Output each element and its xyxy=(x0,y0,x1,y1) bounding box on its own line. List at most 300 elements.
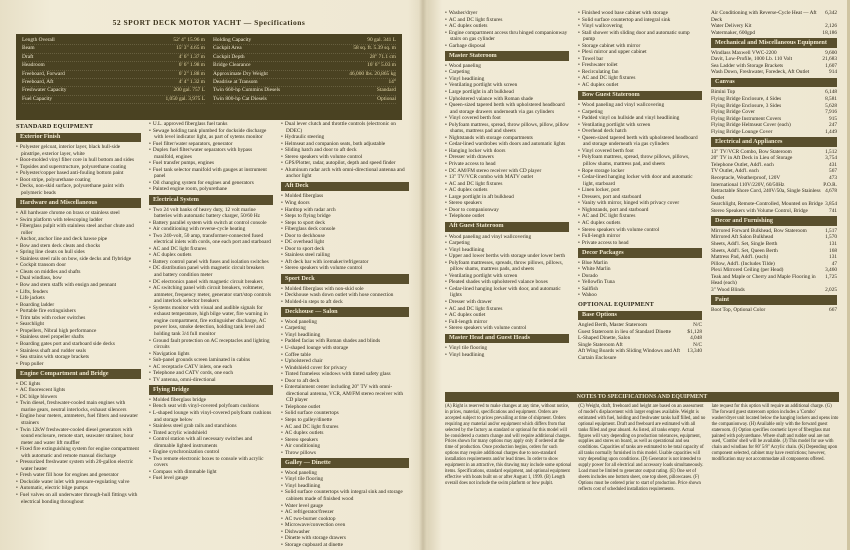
option-price: 7,916 xyxy=(825,109,837,116)
option-label: Boot Top, Optional Color xyxy=(711,306,766,313)
equipment-item: • Automatic, electric bilge pumps xyxy=(16,485,141,492)
equipment-item: • AC duplex outlets xyxy=(149,252,273,259)
equipment-item: • Molded-in steps to aft deck xyxy=(281,299,409,306)
equipment-item: • Cleats on middles and shafts xyxy=(16,269,141,276)
equipment-item: • DC distribution panel with magnetic circuit breakers and battery condition meter xyxy=(149,265,273,278)
price-row xyxy=(711,208,837,215)
equipment-item: • Private access to head xyxy=(445,161,569,168)
price-row xyxy=(711,30,837,37)
equipment-item: • Finished wood base cabinet with storage xyxy=(578,10,702,17)
equipment-item: • Vanity with mirror, hinged with privacy cover xyxy=(578,200,702,207)
equipment-item: • DC electronics panel with magnetic circuit breakers xyxy=(149,279,273,286)
option-label: Flying Bridge Cover xyxy=(711,109,755,116)
option-label: Sea Ladder with Storage Brackets xyxy=(711,62,784,69)
equipment-item: • Vinyl wallcovering xyxy=(578,23,702,30)
equipment-item: • Carpeting xyxy=(281,325,409,332)
equipment-item: • Wahoo xyxy=(578,292,702,299)
equipment-item: • Dressers, port and starboard xyxy=(578,194,702,201)
equipment-item: • Polyfoam mattress, spread, throw pillows, pillow, pillow shams, mattress pad and sheets xyxy=(445,122,569,135)
equipment-item: • Ground fault protection on AC receptacles and lighting circuits xyxy=(149,338,273,351)
equipment-item: • Tinted acrylic windshield xyxy=(149,430,273,437)
notes-column-a: (A) Right is reserved to make changes at any time, without notice, in prices, material, specifications and equipment. Orders are accepted subject to prices prevailing at time of shipment. Orders requiring any material and/or equipment which differs from that selected by the factory as standard or optional for this model will be considered a custom change and will require additional charges. Prices shown for many options may apply only if ordered at the time of production. Once production begins, orders for such options may require additional charges due to non-standard installation requirements and/or lead times. In order to show equipment in an attractive, this drawing may include some optional items. Specifications, standard equipment, and optional equipment effective with boats built on or after August 1, 1999. (B) Length overall does not include the swim platform or bow pulpit. xyxy=(445,404,572,486)
option-label: Flying Bridge Helmseat Cover (each) xyxy=(711,122,791,129)
equipment-item: • AC switching panel with circuit breakers, voltmeter, ammeter, frequency meter, generator start/stop controls and interlock selector breakers xyxy=(149,285,273,305)
option-price: 21,683 xyxy=(822,56,837,63)
option-label: Flying Bridge Lounge Cover xyxy=(711,128,773,135)
equipment-item: • Decks, non-skid surface, polyurethane paint with polymeric beads xyxy=(16,183,141,196)
equipment-item: • Storage cupboard at dinette xyxy=(281,542,409,549)
spec-label: Approximate Dry Weight xyxy=(213,70,268,77)
option-label: Retractable Shore Cord, 240V/50a, Single Stainless Outlet xyxy=(711,188,821,201)
equipment-item: • Windshield cover for privacy xyxy=(281,365,409,372)
equipment-item: • Stall shower with sliding door and automatic sump pump xyxy=(578,30,702,43)
option-price: 667 xyxy=(829,306,837,313)
option-price: 431 xyxy=(829,161,837,168)
equipment-list xyxy=(281,193,409,272)
equipment-item: • Stereo speakers with volume control xyxy=(281,265,409,272)
equipment-item: • Nightstands with storage compartments xyxy=(445,135,569,142)
equipment-item: • Portable fire extinguishers xyxy=(16,308,141,315)
equipment-item: • AC duplex outlets xyxy=(578,220,702,227)
option-price: 6,342 xyxy=(825,10,837,16)
option-label: Bimini Top xyxy=(711,89,736,96)
option-label: Plexi Mirrored Ceiling (per Head) xyxy=(711,267,784,274)
equipment-item: • Sailfish xyxy=(578,286,702,293)
spec-label: Deadrise at Transom xyxy=(213,79,258,86)
equipment-item: • AC duplex outlet xyxy=(578,82,702,89)
equipment-list xyxy=(281,286,409,306)
spec-column-right xyxy=(213,37,396,104)
equipment-item: • AC duplex outlets xyxy=(281,430,409,437)
equipment-item: • U.L. approved fiberglass fuel tanks xyxy=(149,121,273,128)
equipment-item: • DC bilge blowers xyxy=(16,394,141,401)
equipment-item: • AC receptacle CATV inlets, one each xyxy=(149,364,273,371)
equipment-item: • Boot-molded vinyl fiber core in hull bottom and sides xyxy=(16,157,141,164)
equipment-item: • Towel bar xyxy=(578,56,702,63)
option-label: 13" TV/VCR Combo, Bow Stateroom xyxy=(711,148,792,155)
equipment-item: • Overhead deck hatch xyxy=(578,128,702,135)
equipment-item: • White Marlin xyxy=(578,266,702,273)
equipment-column-1 xyxy=(16,124,141,505)
equipment-item: • Air conditioning with reverse-cycle heating xyxy=(149,226,273,233)
option-price: 9,600 xyxy=(825,49,837,56)
equipment-item: • Cockpit transom door xyxy=(16,262,141,269)
equipment-item: • Anchor, anchor line and deck hawse pipe xyxy=(16,236,141,243)
equipment-item: • Fixed fire extinguishing system for engine compartment with automatic and remote manual discharge xyxy=(16,446,141,459)
optional-equipment-heading: OPTIONAL EQUIPMENT xyxy=(578,300,654,308)
equipment-item: • AC and DC light fixtures xyxy=(445,181,569,188)
equipment-item: • Private access to head xyxy=(578,240,702,247)
equipment-item: • GPS/Plotter, radar, autopilot, depth and speed finder xyxy=(281,160,409,167)
spec-row xyxy=(22,87,205,95)
spec-label: Twin 660-hp Cummins Diesels xyxy=(213,87,281,94)
equipment-list xyxy=(16,144,141,196)
spec-row xyxy=(22,37,205,45)
equipment-item: • Hydraulic steering xyxy=(281,134,409,141)
equipment-column-3 xyxy=(281,121,409,548)
spec-label: Cockpit Depth xyxy=(213,53,245,60)
section-header: Hardware and Miscellaneous xyxy=(16,198,141,208)
price-row xyxy=(711,69,837,76)
equipment-item: • Polyester/copper based anti-fouling bottom paint xyxy=(16,170,141,177)
equipment-item: • Hardtop with radar arch xyxy=(281,207,409,214)
equipment-item: • U-shaped lounge with storage xyxy=(281,345,409,352)
equipment-item: • Carpeting xyxy=(578,109,702,116)
equipment-list xyxy=(445,63,569,220)
equipment-item: • TV antenna, omni-directional xyxy=(149,377,273,384)
equipment-item: • Vinyl covered berth foot xyxy=(578,148,702,155)
spec-value: 6' 6" 1.98 m xyxy=(178,62,205,69)
option-label: Windlass Maxwell VWC-2200 xyxy=(711,49,777,56)
equipment-item: • Door to companionway xyxy=(445,207,569,214)
spec-row xyxy=(213,54,396,62)
option-label: Pillow, Add'l. (Includes Tilde) xyxy=(711,260,775,267)
equipment-item: • Stereo speakers with volume control xyxy=(281,154,409,161)
spec-label: Bridge Clearance xyxy=(213,62,251,69)
section-header: Sport Deck xyxy=(281,274,409,284)
spec-value: 200 gal. 757 L xyxy=(173,87,205,94)
equipment-item: • Water level gauge xyxy=(281,503,409,510)
price-row xyxy=(711,129,837,136)
option-price: 2,025 xyxy=(825,286,837,293)
notes-panel xyxy=(445,392,839,493)
equipment-list xyxy=(281,319,409,456)
equipment-item: • Door to sport deck xyxy=(281,246,409,253)
equipment-item: • Blue Marlin xyxy=(578,260,702,267)
equipment-item: • Garbage disposal xyxy=(445,43,569,50)
option-label: Mirrored Forward Bulkhead, Bow Stateroom xyxy=(711,227,807,234)
equipment-item: • Nightstands, port and starboard xyxy=(578,207,702,214)
equipment-item: • Compass with dimmable light xyxy=(149,469,273,476)
specifications-panel xyxy=(16,18,402,120)
section-header: Master Head and Guest Heads xyxy=(445,334,569,344)
option-label: Sheets, Add'l. Set, Single Berth xyxy=(711,240,778,247)
option-price: 8,581 xyxy=(825,96,837,103)
option-label: Air Conditioning with Reverse-Cycle Heat — Aft Deck xyxy=(711,10,817,23)
equipment-item: • Navigation lights xyxy=(149,351,273,358)
equipment-item: • AC refrigerator/freezer xyxy=(281,509,409,516)
option-price: 567 xyxy=(829,168,837,175)
equipment-item: • Lifts, fenders xyxy=(16,289,141,296)
option-label: Searchlight, Remote-Controlled, Mounted on Bridge xyxy=(711,201,823,208)
equipment-item: • Telephone outlet xyxy=(281,404,409,411)
equipment-item: • Full-length mirror xyxy=(445,319,569,326)
equipment-item: • Swim platform with telescoping ladder xyxy=(16,217,141,224)
equipment-item: • AC and DC light fixtures xyxy=(445,306,569,313)
equipment-item: • Sub-panel grounds screen laminated in cabins xyxy=(149,357,273,364)
spec-value: 28" 71.1 cm xyxy=(369,53,396,60)
equipment-item: • Pressurized freshwater system with 20-gallon electric water heater xyxy=(16,459,141,472)
spec-label: Headroom xyxy=(22,62,45,69)
spec-column-left xyxy=(22,37,205,104)
equipment-item: • Steps to flying bridge xyxy=(281,213,409,220)
equipment-item: • Upholstered valance with Roman shade xyxy=(445,96,569,103)
section-header: Deckhouse — Salon xyxy=(281,307,409,317)
equipment-item: • Bench seat with vinyl-covered polyfoam cushions xyxy=(149,403,273,410)
equipment-column-4 xyxy=(445,10,569,358)
equipment-item: • Twin diesel, freshwater-cooled main engines with marine gears, neutral interlocks, exhaust silencers xyxy=(16,400,141,413)
equipment-item: • Boarding gates port and starboard side decks xyxy=(16,341,141,348)
spec-value: 4' 4" 1.32 m xyxy=(178,79,205,86)
option-price: N/C xyxy=(693,341,702,348)
equipment-item: • Storage cabinet with mirror xyxy=(578,43,702,50)
option-label: Mattress Pad, Add'l. (each) xyxy=(711,254,769,261)
spec-row xyxy=(213,45,396,53)
option-label: Teak and Maple or Cherry and Maple Flooring in Head (each) xyxy=(711,273,816,287)
equipment-item: • Dorado xyxy=(578,273,702,280)
page-gutter xyxy=(419,0,427,550)
option-label: Mirrored Aft Salon Bulkhead xyxy=(711,234,774,241)
option-label: TV Outlet, Add'l. each xyxy=(711,168,759,175)
equipment-item: • Cedar-lined hanging locker with door, and automatic lights xyxy=(445,286,569,299)
equipment-item: • AC and DC light fixtures xyxy=(578,213,702,220)
spec-value: 6' 2" 1.88 m xyxy=(178,70,205,77)
equipment-list xyxy=(281,470,409,549)
equipment-item: • Solid surface countertops xyxy=(281,410,409,417)
equipment-item: • Steps to galley/dinette xyxy=(281,417,409,424)
spec-label: Cockpit Area xyxy=(213,45,242,52)
equipment-item: • Polyfoam mattress, spread, throw pillows, pillows, pillow shams, mattress pad, and sheets xyxy=(578,154,702,167)
equipment-item: • AC and DC light fixtures xyxy=(281,424,409,431)
specifications-title: 52 SPORT DECK MOTOR YACHT — Specifications xyxy=(112,18,306,27)
equipment-item: • Stereo speakers xyxy=(445,200,569,207)
equipment-item: • Engine synchronization control xyxy=(149,449,273,456)
section-header: Aft Deck xyxy=(281,182,409,192)
equipment-list xyxy=(16,381,141,505)
price-row xyxy=(711,274,837,287)
equipment-item: • Dual windlass, bow xyxy=(16,275,141,282)
section-header: Decor and Furnishing xyxy=(711,216,837,226)
option-price: 18,186 xyxy=(822,29,837,36)
option-label: Guest Stateroom in lieu of Standard Dinette xyxy=(578,328,671,335)
equipment-item: • Wood paneling xyxy=(445,63,569,70)
equipment-list xyxy=(578,260,702,299)
equipment-item: • Sea strains with storage brackets xyxy=(16,354,141,361)
equipment-item: • Entertainment center including 20" TV with omni-directional antenna, VCR, AM/FM stereo receiver with CD player xyxy=(281,384,409,404)
equipment-item: • Vinyl headlining xyxy=(445,352,569,359)
spec-value: 1,050 gal. 3,975 L xyxy=(165,95,205,102)
equipment-item: • Molded fiberglass xyxy=(281,193,409,200)
notes-column-c: late request for this option will require an additional charge. (G) The forward guest stateroom option includes a 'Combo' washer/dryer unit located below the hanging lockers and opens into the companionway. (H) Available only with the forward guest stateroom. (I) Option specifies cosmetic layer of fiberglass mat painted with polyurethane. Where shaft and rudder seal are not used, 'Combo' shell will be available. (J) This model for use with chain and windlass for 80' 5/8" Acrylic chain. (K) Depending upon component selected, cabinet may have restrictions; however, modification may not accommodate all components offered. xyxy=(711,404,839,463)
equipment-item: • Engine hour meters, ammeters, fuel filters and seawater strainers xyxy=(16,413,141,426)
option-price: 47 xyxy=(831,260,837,267)
spec-value: 4' 6" 1.37 m xyxy=(178,53,205,60)
equipment-item: • Wood paneling and vinyl wallcovering xyxy=(578,102,702,109)
equipment-item: • Dual lever clutch and throttle controls (electronic on DDEC) xyxy=(281,121,409,134)
option-price: 5,628 xyxy=(825,102,837,109)
equipment-item: • Door to aft deck xyxy=(281,378,409,385)
equipment-item: • DC lights xyxy=(16,381,141,388)
option-price: 1,517 xyxy=(825,227,837,234)
option-label: Single Stateroom Aft xyxy=(578,341,623,348)
equipment-item: • Dresser with drawers xyxy=(445,154,569,161)
equipment-item: • AC fluorescent lights xyxy=(16,387,141,394)
equipment-item: • Stereo speakers with volume control xyxy=(445,325,569,332)
equipment-item: • Battery control panel with fuses and isolation switches xyxy=(149,259,273,266)
spec-value: 14° xyxy=(388,79,396,86)
equipment-item: • Fuel valves on all underwater through-hull fittings with electrical bonding throughout xyxy=(16,492,141,505)
spec-row xyxy=(213,71,396,79)
equipment-item: • Vinyl headlining xyxy=(281,332,409,339)
equipment-item: • Washer/dryer xyxy=(445,10,569,17)
option-label: Davit, Low-Profile, 1000 Lb. 110 Volt xyxy=(711,56,793,63)
equipment-item: • Propellers, Nibral high performance xyxy=(16,328,141,335)
equipment-item: • Stainless steel grab rails and stanchions xyxy=(149,423,273,430)
equipment-item: • Aft deck bar with icemaker/refrigerator xyxy=(281,259,409,266)
equipment-item: • Telephone outlet xyxy=(445,213,569,220)
equipment-item: • Telephone and CATV cords, one each xyxy=(149,370,273,377)
equipment-item: • Painted engine room, polyurethane xyxy=(149,186,273,193)
equipment-list xyxy=(578,102,702,246)
equipment-item: • Bow and stern deck cleats and chocks xyxy=(16,243,141,250)
price-row xyxy=(711,10,837,23)
price-row xyxy=(711,188,837,201)
option-price: 4,678 xyxy=(825,188,837,195)
spec-value: 15' 3" 4.65 m xyxy=(176,45,205,52)
option-label: Wash Down, Freshwater, Foredeck, Aft Outlet xyxy=(711,69,810,76)
equipment-item: • Tinted frameless windows with tinted safety glass xyxy=(281,371,409,378)
equipment-item: • Spring line cleats on hull sides xyxy=(16,249,141,256)
equipment-item: • Ventilating portlight with screen xyxy=(445,273,569,280)
equipment-item: • Duplex fuel filter/water separators with bypass manifold, engines xyxy=(149,147,273,160)
spec-label: Freshwater Capacity xyxy=(22,87,67,94)
option-label: Flying Bridge Instrument Covers xyxy=(711,115,782,122)
equipment-item: • Solid surface countertop and integral sink xyxy=(578,17,702,24)
equipment-item: • Cedar-lined wardrobes with doors and automatic lights xyxy=(445,141,569,148)
option-price: 13,340 xyxy=(687,348,702,355)
equipment-item: • Searchlight xyxy=(16,321,141,328)
equipment-item: • Queen-sized tapered berth with upholstered headboard and storage drawers underneath via gas cylinders xyxy=(445,102,569,115)
equipment-item: • AC duplex outlets xyxy=(445,23,569,30)
equipment-item: • Polyfoam mattresses, spreads, throw pillows, pillows, pillow shams, mattress pads, and sheets xyxy=(445,260,569,273)
section-header: Base Options xyxy=(578,311,702,321)
option-label: Water Delivery Kit xyxy=(711,23,752,30)
equipment-column-5 xyxy=(578,10,702,361)
equipment-item: • Wood paneling xyxy=(281,470,409,477)
spec-label: Beam xyxy=(22,45,35,52)
equipment-item: • Steps to sport deck xyxy=(281,220,409,227)
equipment-item: • Wood paneling and vinyl wallcovering xyxy=(445,234,569,241)
section-header: Flying Bridge xyxy=(149,385,273,395)
option-label: International 110V/220V, 60/50Hz xyxy=(711,181,785,188)
option-label: Flying Bridge Enclosure, 3 Sides xyxy=(711,102,782,109)
equipment-item: • DC AM/FM stereo receiver with CD player xyxy=(445,168,569,175)
equipment-item: • Vinyl covered berth foot xyxy=(445,115,569,122)
equipment-item: • Pleated shades with upholstered valance boxes xyxy=(445,279,569,286)
spec-value: 46,000 lbs. 20,865 kg xyxy=(349,70,396,77)
equipment-item: • Polyester gelcoat, interior layer, black hull-side pinstripe, exterior layer, white xyxy=(16,144,141,157)
spec-row xyxy=(22,79,205,87)
equipment-list xyxy=(578,10,702,89)
equipment-list xyxy=(445,10,569,49)
equipment-item: • Dockside water inlet with pressure-regulating valve xyxy=(16,479,141,486)
equipment-item: • Full-length mirror xyxy=(578,233,702,240)
equipment-item: • Ventilating portlight with screen xyxy=(445,82,569,89)
option-price: 6,148 xyxy=(825,89,837,96)
option-price: P.O.R. xyxy=(823,181,837,188)
equipment-item: • Solid surface countertops with integral sink and storage cabinets made of finished wood xyxy=(281,489,409,502)
price-row xyxy=(711,307,837,314)
section-header: Electrical System xyxy=(149,195,273,205)
option-label: Sheets, Add'l. Set, Queen Berth xyxy=(711,247,778,254)
section-header: Bow Guest Stateroom xyxy=(578,91,702,101)
option-label: Receptacle, Weatherproof, 120V xyxy=(711,175,781,182)
spec-row xyxy=(22,54,205,62)
option-price: 915 xyxy=(829,115,837,122)
section-header: Engine Compartment and Bridge xyxy=(16,369,141,379)
option-label: 20" TV in Aft Deck in Lieu of Storage xyxy=(711,155,793,162)
equipment-item: • Upholstered chair xyxy=(281,358,409,365)
spec-label: Freeboard, Aft xyxy=(22,79,54,86)
option-price: 1,607 xyxy=(825,62,837,69)
equipment-item: • Helmseat and companion seats, both adjustable xyxy=(281,141,409,148)
equipment-item: • Queen-sized tapered berth with upholstered headboard and storage underneath via gas cylinders xyxy=(578,135,702,148)
equipment-item: • Microwave/convection oven xyxy=(281,522,409,529)
spec-value: 58 sq. ft. 5.39 sq. m xyxy=(353,45,396,52)
notes-title: NOTES TO SPECIFICATIONS AND EQUIPMENT xyxy=(445,392,839,402)
spec-label: Freeboard, Forward xyxy=(22,70,65,77)
option-price: 914 xyxy=(829,69,837,76)
equipment-item: • Recirculating fan xyxy=(578,69,702,76)
spec-row xyxy=(22,45,205,53)
option-label: Stereo Speakers with Volume Control, Bridge xyxy=(711,207,808,214)
equipment-item: • Ventilating portlight with screen xyxy=(578,122,702,129)
equipment-list xyxy=(281,121,409,180)
equipment-item: • Boarding ladder xyxy=(16,302,141,309)
option-label: 3" Wood Blinds xyxy=(711,286,745,293)
option-price: 247 xyxy=(829,122,837,129)
equipment-item: • Two remote electronic boxes to console with acrylic covers xyxy=(149,456,273,469)
notes-column-b: (C) Weight, draft, freeboard and height are based on an assessment of model's displacement with larger engines available. Weight is estimated with fuel, holding and freshwater tanks half filled, and no optional equipment. Draft and freeboard are estimated with all tanks filled and gear aboard. As listed, all tanks empty. Actual figures will vary depending on production tolerances, equipment, supplies and stores on board, as well as operational and sea conditions. Capacities of tanks are estimated to be total capacity of all tanks normally furnished in this model. Usable capacities will vary depending upon conditions. (D) Generator is not intended to supply power for all electrical and accessory loads simultaneously. Load must be limited to generator output rating. (E) One set of sheets includes one bottom sheet, one top sheet, pillowcases. (F) Options must be ordered prior to start of production. Price shown reflects cost of scheduled installation requirements. xyxy=(578,404,706,492)
equipment-item: • Twin 12kW freshwater-cooled diesel generators with sound enclosure, remote start, seawater strainer, hour meter and water lift muffler xyxy=(16,427,141,447)
equipment-item: • AC and DC light fixtures xyxy=(578,75,702,82)
equipment-item: • Stainless steel railing xyxy=(281,252,409,259)
equipment-item: • Sliding hatch and door to aft deck xyxy=(281,147,409,154)
equipment-item: • Two 240-volt, 50 amp, transformer-connected fused electrical inlets with cords, one each port and starboard xyxy=(149,233,273,246)
spec-row xyxy=(213,87,396,95)
price-row xyxy=(711,287,837,294)
equipment-list xyxy=(149,121,273,193)
equipment-item: • Fiberglass deck console xyxy=(281,226,409,233)
equipment-item: • Systems monitor with visual and audible signals for exhaust temperature, high bilge water, fire warning in engine compartment, fire extinguisher discharge, AC power loss, smoke detection, holding tank level and holding tank 3/4 full monitor xyxy=(149,305,273,338)
equipment-item: • AC two-burner cooktop xyxy=(281,516,409,523)
option-label: Aft Wing Boards with Sliding Windows and Aft Curtain Enclosure xyxy=(578,348,680,361)
equipment-list xyxy=(445,345,569,358)
equipment-item: • Stereo speakers xyxy=(281,437,409,444)
spec-row xyxy=(213,96,396,104)
section-header: Galley — Dinette xyxy=(281,458,409,468)
equipment-item: • Vinyl headlining xyxy=(445,76,569,83)
equipment-item: • Linen locker, port xyxy=(578,187,702,194)
equipment-item: • Boot stripe, polyurethane coating xyxy=(16,177,141,184)
equipment-item: • Molded fiberglass bridge xyxy=(149,397,273,404)
section-header: Decor Packages xyxy=(578,248,702,258)
equipment-item: • Stainless steel propeller shafts xyxy=(16,334,141,341)
spec-value: Optional xyxy=(377,95,396,102)
spec-value: 52' 4" 15.96 m xyxy=(173,37,205,43)
equipment-item: • Two 24 volt banks of heavy duty, 12 volt marine batteries with automatic battery charger, 50/60 Hz xyxy=(149,207,273,220)
standard-equipment-heading: STANDARD EQUIPMENT xyxy=(16,123,94,130)
equipment-item: • Fuel filter/water separators, generator xyxy=(149,141,273,148)
equipment-item: • Vinyl headlining xyxy=(445,247,569,254)
equipment-column-2 xyxy=(149,121,273,482)
equipment-item: • AC duplex outlets xyxy=(445,187,569,194)
equipment-item: • Fresh water fill hose for engines and generator xyxy=(16,472,141,479)
equipment-item: • Hanging locker with doors xyxy=(445,148,569,155)
option-price: 1,570 xyxy=(825,234,837,241)
equipment-item: • Coffee table xyxy=(281,352,409,359)
equipment-item: • Battery parallel system with switch at control console xyxy=(149,220,273,227)
